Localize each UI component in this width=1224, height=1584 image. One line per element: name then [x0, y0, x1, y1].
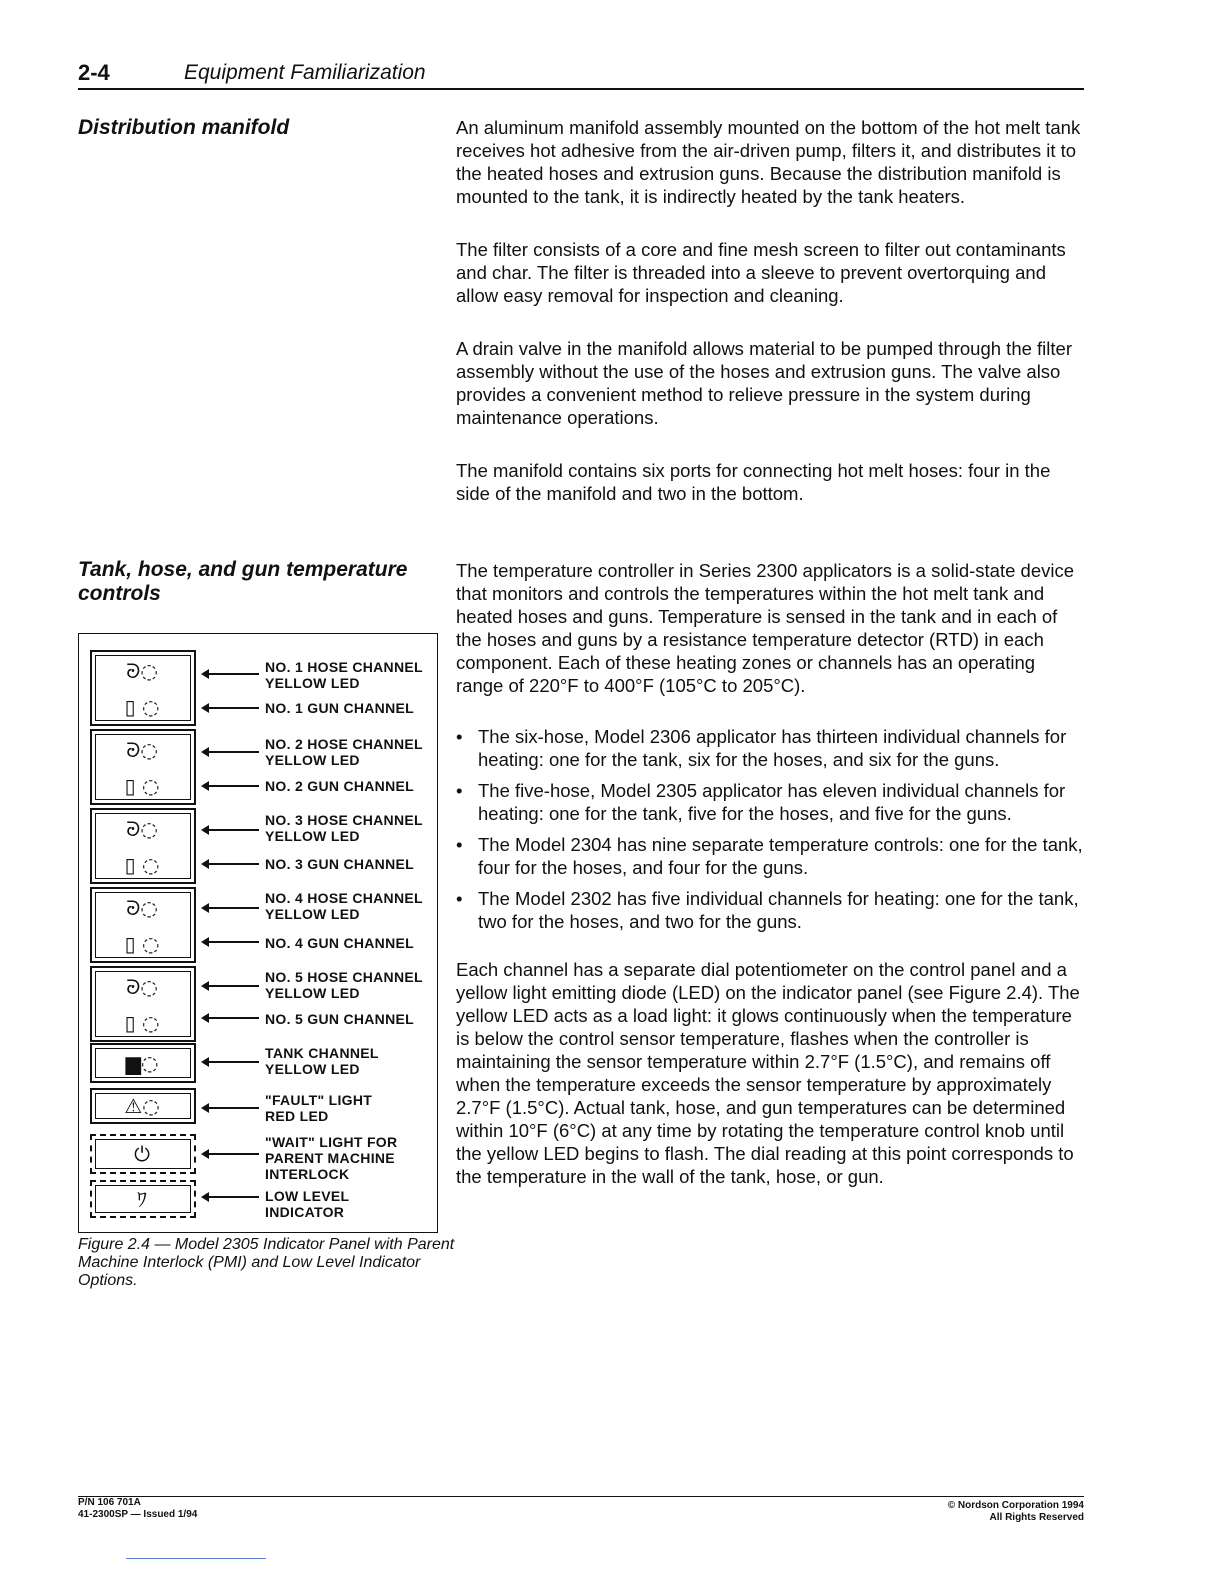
- leader-arrow: [203, 1061, 259, 1063]
- page-header: [78, 60, 1084, 90]
- gun-2-label: NO. 2 GUN CHANNEL: [265, 778, 414, 794]
- heating-channel-list: [456, 725, 1086, 941]
- leader-arrow: [203, 1107, 259, 1109]
- fault-label: "FAULT" LIGHT RED LED: [265, 1092, 373, 1124]
- gun-4-label: NO. 4 GUN CHANNEL: [265, 935, 414, 951]
- paragraph: A drain valve in the manifold allows material to be pumped through the filter assembly without the use of the hoses and extrusion guns. The valve also provides a convenient method to relieve pressure in the system during maintenance operations.: [456, 338, 1072, 428]
- hose-heat-icon: ᘒ◌: [126, 817, 158, 841]
- list-item: • The Model 2304 has nine separate temperature controls: one for the tank, four for the hoses, and four for the guns.: [456, 834, 1083, 878]
- paragraph: An aluminum manifold assembly mounted on the bottom of the hot melt tank receives hot adhesive from the air-driven pump, filters it, and distributes it to the heated hoses and extrusion guns. Because the distribution manifold is mounted to the tank, it is indirectly heated by the tank heaters.: [456, 117, 1081, 207]
- low-level-label: LOW LEVEL INDICATOR: [265, 1188, 350, 1220]
- figure-caption: Figure 2.4 — Model 2305 Indicator Panel with Parent Machine Interlock (PMI) and Low Level Indicator Options.: [78, 1236, 455, 1289]
- gun-5-label: NO. 5 GUN CHANNEL: [265, 1011, 414, 1027]
- gun-heat-icon: ▯ ◌: [124, 695, 160, 719]
- temperature-closing: Each channel has a separate dial potentiometer on the control panel and a yellow light emitting diode (LED) on the indicator panel (see Figure 2.4). The yellow LED acts as a load light: it glows continuously when the temperature is below the control sensor temperature, flashes when the controller is maintaining the sensor temperature within 2.7°F (1.5°C), and remains off when the temperature exceeds the sensor temperature by approximately 2.7°F (1.5°C). Actual tank, hose, and gun temperatures can be determined within 10°F (6°C) at any time by rotating the temperature control knob until the yellow LED begins to flash. The dial reading at this point corresponds to the temperature in the wall of the tank, hose, or gun.: [456, 959, 1080, 1187]
- temperature-heading: Tank, hose, and gun temperature controls: [78, 558, 408, 605]
- temperature-intro: The temperature controller in Series 2300 applicators is a solid-state device that monitors and controls the temperatures within the hot melt tank and heated hoses and guns. Temperature is sensed in the tank and in each of the hoses and guns by a resistance temperature detector (RTD) in each component. Each of these heating zones or channels has an operating range of 220°F to 400°F (105°C to 205°C).: [456, 560, 1075, 696]
- issue-info: 41-2300SP — Issued 1/94: [78, 1509, 198, 1520]
- hose-5-label: NO. 5 HOSE CHANNEL YELLOW LED: [265, 969, 423, 1001]
- list-item: • The Model 2302 has five individual channels for heating: one for the tank, two for the hoses, and two for the guns.: [456, 888, 1079, 932]
- leader-arrow: [203, 785, 259, 787]
- hose-heat-icon: ᘒ◌: [126, 975, 158, 999]
- leader-arrow: [203, 829, 259, 831]
- paragraph: The manifold contains six ports for connecting hot melt hoses: four in the side of the manifold and two in the bottom.: [456, 460, 1051, 504]
- gun-3-label: NO. 3 GUN CHANNEL: [265, 856, 414, 872]
- list-item: • The six-hose, Model 2306 applicator has thirteen individual channels for heating: one for the tank, six for the hoses, and six for the guns.: [456, 726, 1067, 770]
- part-number: P/N 106 701A: [78, 1497, 141, 1508]
- leader-arrow: [203, 1017, 259, 1019]
- wait-label: "WAIT" LIGHT FOR PARENT MACHINE INTERLOCK: [265, 1134, 398, 1182]
- manifold-body: [456, 116, 1086, 505]
- paragraph: The filter consists of a core and fine mesh screen to filter out contaminants and char. The filter is threaded into a sleeve to prevent overtorquing and allow easy removal for inspection and cleaning.: [456, 239, 1066, 306]
- gun-heat-icon: ▯ ◌: [124, 932, 160, 956]
- hose-1-label: NO. 1 HOSE CHANNEL YELLOW LED: [265, 659, 423, 691]
- rights-reserved: All Rights Reserved: [989, 1512, 1084, 1523]
- leader-arrow: [203, 1196, 259, 1198]
- gun-heat-icon: ▯ ◌: [124, 774, 160, 798]
- leader-arrow: [203, 985, 259, 987]
- fault-icon: ⚠◌: [124, 1094, 160, 1118]
- list-item: • The five-hose, Model 2305 applicator has eleven individual channels for heating: one for the tank, five for the hoses, and five for the guns.: [456, 780, 1066, 824]
- hose-2-label: NO. 2 HOSE CHANNEL YELLOW LED: [265, 736, 423, 768]
- leader-arrow: [203, 907, 259, 909]
- hose-3-label: NO. 3 HOSE CHANNEL YELLOW LED: [265, 812, 423, 844]
- leader-arrow: [203, 707, 259, 709]
- copyright: © Nordson Corporation 1994: [947, 1500, 1084, 1511]
- gun-heat-icon: ▯ ◌: [124, 1011, 160, 1035]
- gun-1-label: NO. 1 GUN CHANNEL: [265, 700, 414, 716]
- leader-arrow: [203, 673, 259, 675]
- leader-arrow: [203, 751, 259, 753]
- power-wait-icon: ⏻: [134, 1142, 150, 1166]
- bottom-underline: [126, 1558, 266, 1559]
- page-number: 2-4: [78, 60, 110, 85]
- section-title: Equipment Familiarization: [184, 61, 426, 84]
- footer-rule: [78, 1496, 1084, 1497]
- gun-heat-icon: ▯ ◌: [124, 853, 160, 877]
- footer-left: [78, 1497, 197, 1521]
- hose-heat-icon: ᘒ◌: [126, 896, 158, 920]
- footer-right: [948, 1500, 1084, 1524]
- tank-label: TANK CHANNEL YELLOW LED: [265, 1045, 379, 1077]
- manifold-heading: Distribution manifold: [78, 116, 290, 139]
- hose-heat-icon: ᘒ◌: [126, 738, 158, 762]
- low-level-icon: ﾜ: [137, 1187, 147, 1211]
- hose-heat-icon: ᘒ◌: [126, 659, 158, 683]
- tank-heat-icon: ▆◌: [125, 1051, 159, 1075]
- hose-4-label: NO. 4 HOSE CHANNEL YELLOW LED: [265, 890, 423, 922]
- leader-arrow: [203, 1153, 259, 1155]
- leader-arrow: [203, 941, 259, 943]
- leader-arrow: [203, 863, 259, 865]
